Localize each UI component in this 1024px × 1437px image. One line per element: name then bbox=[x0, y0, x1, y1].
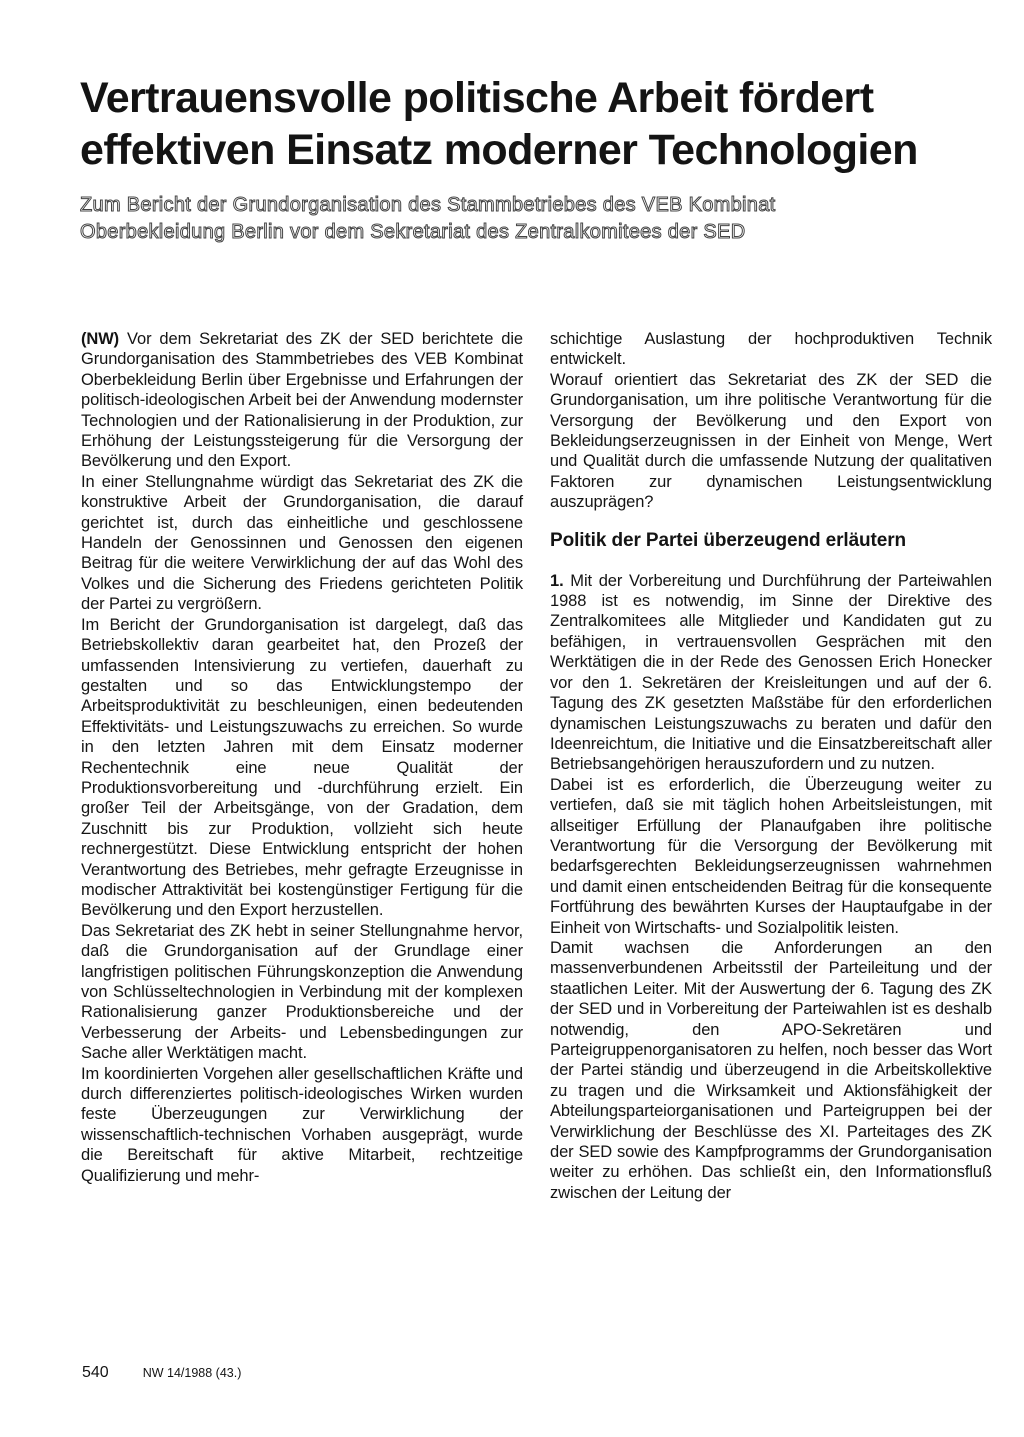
right-paragraph-5: Damit wachsen die Anforderungen an den massenverbundenen Arbeitsstil der Parteileitung und der staatlichen Leiter. Mit der Auswertung der 6. Tagung des ZK der SED und in Vorbereitung der Parteiwahlen ist es deshalb notwendig, den APO-Sekretären und Parteigruppenorganisatoren zu helfen, noch besser das Wort der Partei ständig und überzeugend in die Arbeitskollektive zu tragen und die Wirksamkeit und Aktionsfähigkeit der Abteilungsparteiorganisationen und Parteigruppen bei der Verwirklichung der Beschlüsse des XI. Parteitages des ZK der SED sowie des Kampfprogramms der Grundorganisation weiter zu erhöhen. Das schließt ein, den Informationsfluß zwischen der Leitung der bbox=[550, 938, 992, 1202]
left-paragraph-2: In einer Stellungnahme würdigt das Sekretariat des ZK die konstruktive Arbeit der Grundorganisation, die darauf gerichtet ist, durch das einheitliche und geschlossene Handeln der Genossinnen und Genossen den eigenen Beitrag für die weitere Verwirklichung der auf das Wohl des Volkes und die Sicherung des Friedens gerichteten Politik der Partei zu vergrößern. bbox=[81, 472, 523, 614]
subtitle-line-1: Zum Bericht der Grundorganisation des Stammbetriebes des VEB Kombinat bbox=[80, 194, 776, 216]
source-abbreviation: (NW) bbox=[81, 330, 120, 348]
title-line-2: effektiven Einsatz moderner Technologien bbox=[80, 126, 918, 174]
right-paragraph-1: schichtige Auslastung der hochproduktiven Technik entwickelt. bbox=[550, 330, 992, 369]
page-footer bbox=[82, 1364, 241, 1382]
section-heading: Politik der Partei überzeugend erläutern bbox=[550, 529, 907, 551]
subtitle-line-2: Oberbekleidung Berlin vor dem Sekretariat des Zentralkomitees der SED bbox=[80, 221, 746, 243]
right-paragraph-3 bbox=[550, 571, 992, 775]
left-column bbox=[81, 329, 523, 1186]
left-paragraph-4: Das Sekretariat des ZK hebt in seiner Stellungnahme hervor, daß die Grundorganisation auf der Grundlage einer langfristigen politischen Führungskonzeption die Anwendung von Schlüsseltechnologien in Verbindung mit der komplexen Rationalisierung ganzer Produktionsbereiche und der Verbesserung der Arbeits- und Lebensbedingungen zur Sache aller Werktätigen macht. bbox=[81, 921, 523, 1063]
article-title bbox=[80, 72, 960, 176]
issue-reference: NW 14/1988 (43.) bbox=[142, 1366, 242, 1380]
title-line-1: Vertrauensvolle politische Arbeit fördert bbox=[80, 74, 874, 122]
left-paragraph-5: Im koordinierten Vorgehen aller gesellschaftlichen Kräfte und durch differenziertes politisch-ideologisches Wirken wurden feste Überzeugungen zur Verwirklichung der wissenschaftlich-technischen Vorhaben ausgeprägt, wurde die Bereitschaft für aktive Mitarbeit, rechtzeitige Qualifizierung und mehr- bbox=[81, 1064, 523, 1185]
right-paragraph-3-text: Mit der Vorbereitung und Durchführung der Parteiwahlen 1988 ist es notwendig, im Sinne der Direktive des Zentralkomitees alle Mitglieder und Kandidaten gut zu befähigen, in vertrauensvollen Gesprächen mit den Werktätigen die in der Rede des Genossen Erich Honecker vor den 1. Sekretären der Kreisleitungen und auf der 6. Tagung des ZK gesetzten Maßstäbe für den erforderlichen dynamischen Leistungszuwachs zu beraten und dafür den Ideenreichtum, die Initiative und die Einsatzbereitschaft aller Betriebsangehörigen herauszufordern und zu nutzen. bbox=[550, 571, 993, 774]
right-column bbox=[550, 329, 992, 1203]
left-paragraph-1-text: Vor dem Sekretariat des ZK der SED berichtete die Grundorganisation des Stammbetriebes des VEB Kombinat Oberbekleidung Berlin über Ergebnisse und Erfahrungen der politisch-ideologischen Arbeit bei der Anwendung modernster Technologien und der Rationalisierung in der Produktion, zur Erhöhung der Leistungssteigerung für die Versorgung der Bevölkerung und den Export. bbox=[81, 330, 523, 471]
right-paragraph-4: Dabei ist es erforderlich, die Überzeugung weiter zu vertiefen, daß sie mit täglich hohen Arbeitsleistungen, mit allseitiger Erfüllung der Planaufgaben ihre politische Verantwortung für die Versorgung der Bevölkerung mit bedarfsgerechten Bekleidungserzeugnissen wahrnehmen und damit einen entscheidenden Beitrag für die konsequente Fortführung des bewährten Kurses der Hauptaufgabe in der Einheit von Wirtschafts- und Sozialpolitik leisten. bbox=[550, 775, 992, 937]
item-number: 1. bbox=[550, 571, 564, 590]
article-subtitle bbox=[80, 192, 940, 246]
right-paragraph-2: Worauf orientiert das Sekretariat des ZK der SED die Grundorganisation, um ihre politische Verantwortung für die Versorgung der Bevölkerung und den Export von Bekleidungserzeugnissen in der Einheit von Menge, Wert und Qualität durch die umfassende Nutzung der qualitativen Faktoren zur dynamischen Leistungsentwicklung auszuprägen? bbox=[550, 370, 992, 512]
left-paragraph-1 bbox=[81, 329, 523, 472]
left-paragraph-3: Im Bericht der Grundorganisation ist dargelegt, daß das Betriebskollektiv daran gearbeitet hat, den Prozeß der umfassenden Intensivierung zu vertiefen, dauerhaft zu gestalten und so das Entwicklungstempo der Arbeitsproduktivität zu beschleunigen, einen bedeutenden Effektivitäts- und Leistungszuwachs zu erreichen. So wurde in den letzten Jahren mit dem Einsatz moderner Rechentechnik eine neue Qualität der Produktionsvorbereitung und -durchführung erzielt. Ein großer Teil der Arbeitsgänge, von der Gradation, dem Zuschnitt bis zur Produktion, vollzieht sich heute rechnergestützt. Diese Entwicklung entspricht der hohen Verantwortung des Betriebes, mehr gefragte Erzeugnisse in modischer Attraktivität bei kostengünstiger Fertigung für die Bevölkerung und den Export herzustellen. bbox=[81, 615, 523, 920]
page-number: 540 bbox=[82, 1364, 109, 1381]
